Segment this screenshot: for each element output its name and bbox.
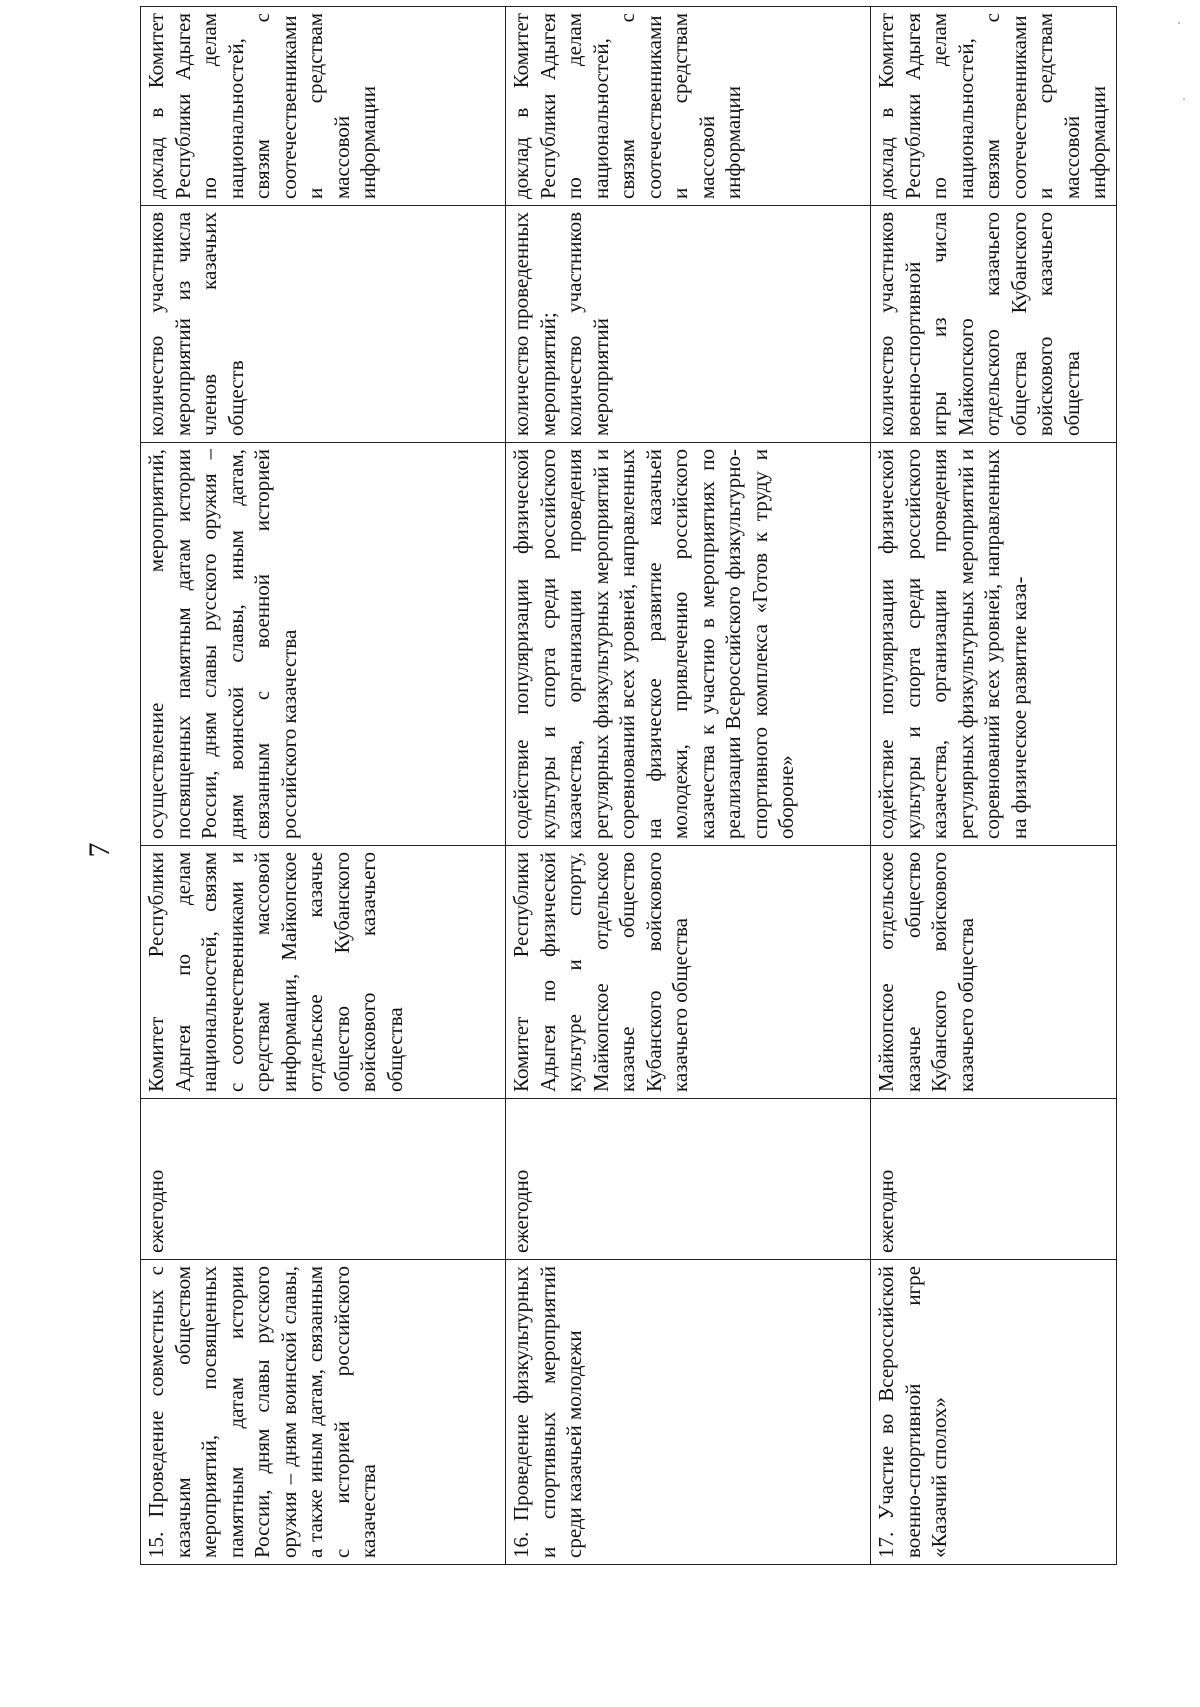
executor-cell: Майкопское отдельское казачье общество Кубанского войскового казачьего общества — [871, 846, 1117, 1099]
executor-cell: Комитет Республики Адыгея по делам национальностей, связям с соотечественниками и средствам массовой информации, Майкопское отдельское казачье общество Кубанского войскового казачьего общества — [141, 846, 506, 1099]
table-row — [871, 7, 1117, 1565]
rotated-table-container — [140, 13, 1110, 1565]
scan-speck — [1183, 98, 1185, 100]
plan-table — [140, 6, 1117, 1565]
term-cell: ежегодно — [871, 1099, 1117, 1260]
report-cell: доклад в Комитет Республики Адыгея по делам национальностей, связям с соотечественниками и средствам массовой информации — [506, 7, 871, 206]
scan-speck — [1178, 22, 1180, 24]
indicator-cell: количество проведенных мероприятий; количество участников мероприятий — [506, 206, 871, 443]
indicator-cell: количество участников военно-спортивной игры из числа Майкопского отдельского казачьего общества Кубанского войскового казачьего общества — [871, 206, 1117, 443]
event-name-cell: 15. Проведение совместных с казачьим обществом мероприятий, посвященных памятным датам истории России, дням славы русского оружия – дням воинской славы, а также иным датам, связанным с историей российского казачества — [141, 1260, 506, 1565]
description-cell: содействие популяризации физической культуры и спорта среди российского казачества, организации проведения регулярных физкультурных мероприятий и соревнований всех уровней, направленных на физическое развитие казачьей молодежи, привлечению российского казачества к участию в мероприятиях по реализации Всероссийского физкультурно-спортивного комплекса «Готов к труду и обороне» — [506, 443, 871, 846]
table-row — [141, 7, 506, 1565]
executor-cell: Комитет Республики Адыгея по физической культуре и спорту, Майкопское отдельское казачье общество Кубанского войскового казачьего общества — [506, 846, 871, 1099]
event-name-cell: 17. Участие во Всероссийской военно-спортивной игре «Казачий сполох» — [871, 1260, 1117, 1565]
table-row — [506, 7, 871, 1565]
indicator-cell: количество участников мероприятий из числа членов казачьих обществ — [141, 206, 506, 443]
term-cell: ежегодно — [141, 1099, 506, 1260]
description-cell: содействие популяризации физической культуры и спорта среди российского казачества, организации проведения регулярных физкультурных мероприятий и соревнований всех уровней, направленных на физическое развитие каза- — [871, 443, 1117, 846]
page-number: 7 — [83, 842, 116, 858]
report-cell: доклад в Комитет Республики Адыгея по делам национальностей, связям с соотечественниками и средствам массовой информации — [141, 7, 506, 206]
report-cell: доклад в Комитет Республики Адыгея по делам национальностей, связям с соотечественниками и средствам массовой информации — [871, 7, 1117, 206]
description-cell: осуществление мероприятий, посвященных памятным датам истории России, дням славы русского оружия – дням воинской славы, иным датам, связанным с военной историей российского казачества — [141, 443, 506, 846]
event-name-cell: 16. Проведение физкультурных и спортивных мероприятий среди казачьей молодежи — [506, 1260, 871, 1565]
term-cell: ежегодно — [506, 1099, 871, 1260]
